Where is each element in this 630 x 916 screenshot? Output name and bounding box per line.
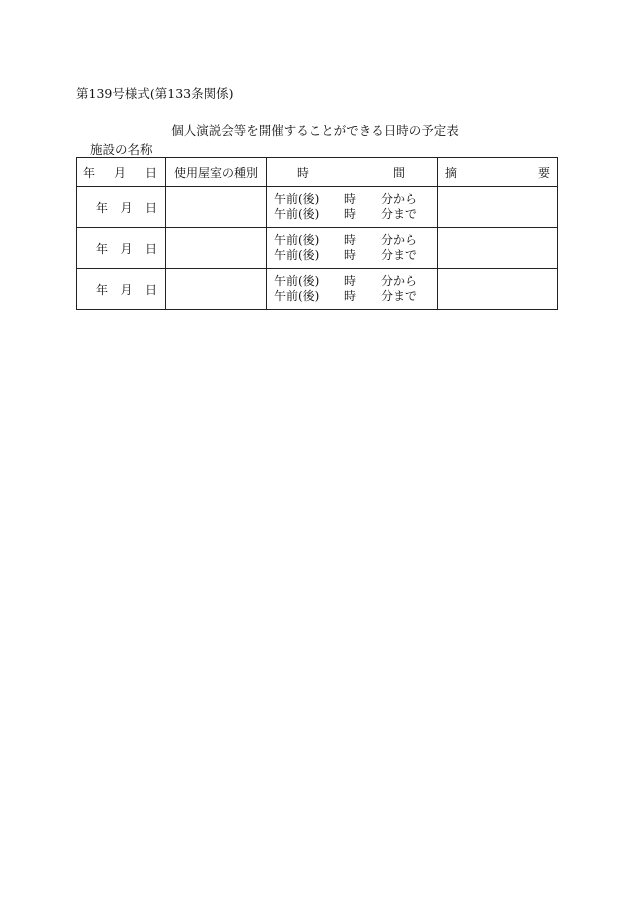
hour-label: 時 [344, 274, 357, 288]
hour-label: 時 [344, 233, 357, 247]
time-from-line [274, 233, 437, 248]
hour-label: 時 [344, 289, 357, 303]
table-row [77, 228, 558, 269]
header-date [77, 158, 166, 187]
ampm-label: 午前(後) [274, 289, 320, 303]
header-date-year: 年 [83, 165, 96, 180]
date-month-label: 月 [120, 282, 133, 297]
header-time [267, 158, 438, 187]
time-cell[interactable] [267, 228, 438, 269]
time-to-line [274, 289, 437, 304]
date-cell[interactable] [77, 187, 166, 228]
time-from-line [274, 192, 437, 207]
header-remarks [438, 158, 558, 187]
ampm-label: 午前(後) [274, 192, 320, 206]
date-cell[interactable] [77, 269, 166, 310]
date-month-label: 月 [120, 200, 133, 215]
table-row [77, 269, 558, 310]
date-year-label: 年 [96, 241, 109, 256]
date-cell[interactable] [77, 228, 166, 269]
remarks-cell[interactable] [438, 269, 558, 310]
hour-label: 時 [344, 207, 357, 221]
hour-label: 時 [344, 248, 357, 262]
date-month-label: 月 [120, 241, 133, 256]
header-room-type: 使用屋室の種別 [166, 158, 267, 187]
room-type-cell[interactable] [166, 187, 267, 228]
time-to-line [274, 248, 437, 263]
time-to-line [274, 207, 437, 222]
remarks-cell[interactable] [438, 228, 558, 269]
header-remarks-char-2: 要 [537, 165, 550, 180]
header-date-month: 月 [113, 165, 126, 180]
ampm-label: 午前(後) [274, 233, 320, 247]
header-time-char-2: 間 [392, 165, 405, 180]
remarks-cell[interactable] [438, 187, 558, 228]
date-day-label: 日 [144, 241, 157, 256]
minute-from-label: 分から [381, 274, 418, 288]
form-number: 第139号様式(第133条関係) [76, 86, 234, 101]
table-row [77, 187, 558, 228]
ampm-label: 午前(後) [274, 274, 320, 288]
time-cell[interactable] [267, 269, 438, 310]
minute-to-label: 分まで [381, 207, 418, 221]
room-type-cell[interactable] [166, 228, 267, 269]
header-remarks-char-1: 摘 [445, 165, 458, 180]
hour-label: 時 [344, 192, 357, 206]
header-time-char-1: 時 [297, 165, 310, 180]
date-day-label: 日 [144, 282, 157, 297]
document-title: 個人演説会等を開催することができる日時の予定表 [171, 123, 459, 138]
minute-from-label: 分から [381, 233, 418, 247]
ampm-label: 午前(後) [274, 207, 320, 221]
ampm-label: 午前(後) [274, 248, 320, 262]
minute-to-label: 分まで [381, 248, 418, 262]
date-year-label: 年 [96, 282, 109, 297]
time-cell[interactable] [267, 187, 438, 228]
date-day-label: 日 [144, 200, 157, 215]
table-header-row [77, 158, 558, 187]
schedule-table [76, 157, 558, 310]
minute-to-label: 分まで [381, 289, 418, 303]
facility-name-label: 施設の名称 [90, 142, 153, 157]
room-type-cell[interactable] [166, 269, 267, 310]
date-year-label: 年 [96, 200, 109, 215]
header-date-day: 日 [144, 165, 157, 180]
time-from-line [274, 274, 437, 289]
minute-from-label: 分から [381, 192, 418, 206]
